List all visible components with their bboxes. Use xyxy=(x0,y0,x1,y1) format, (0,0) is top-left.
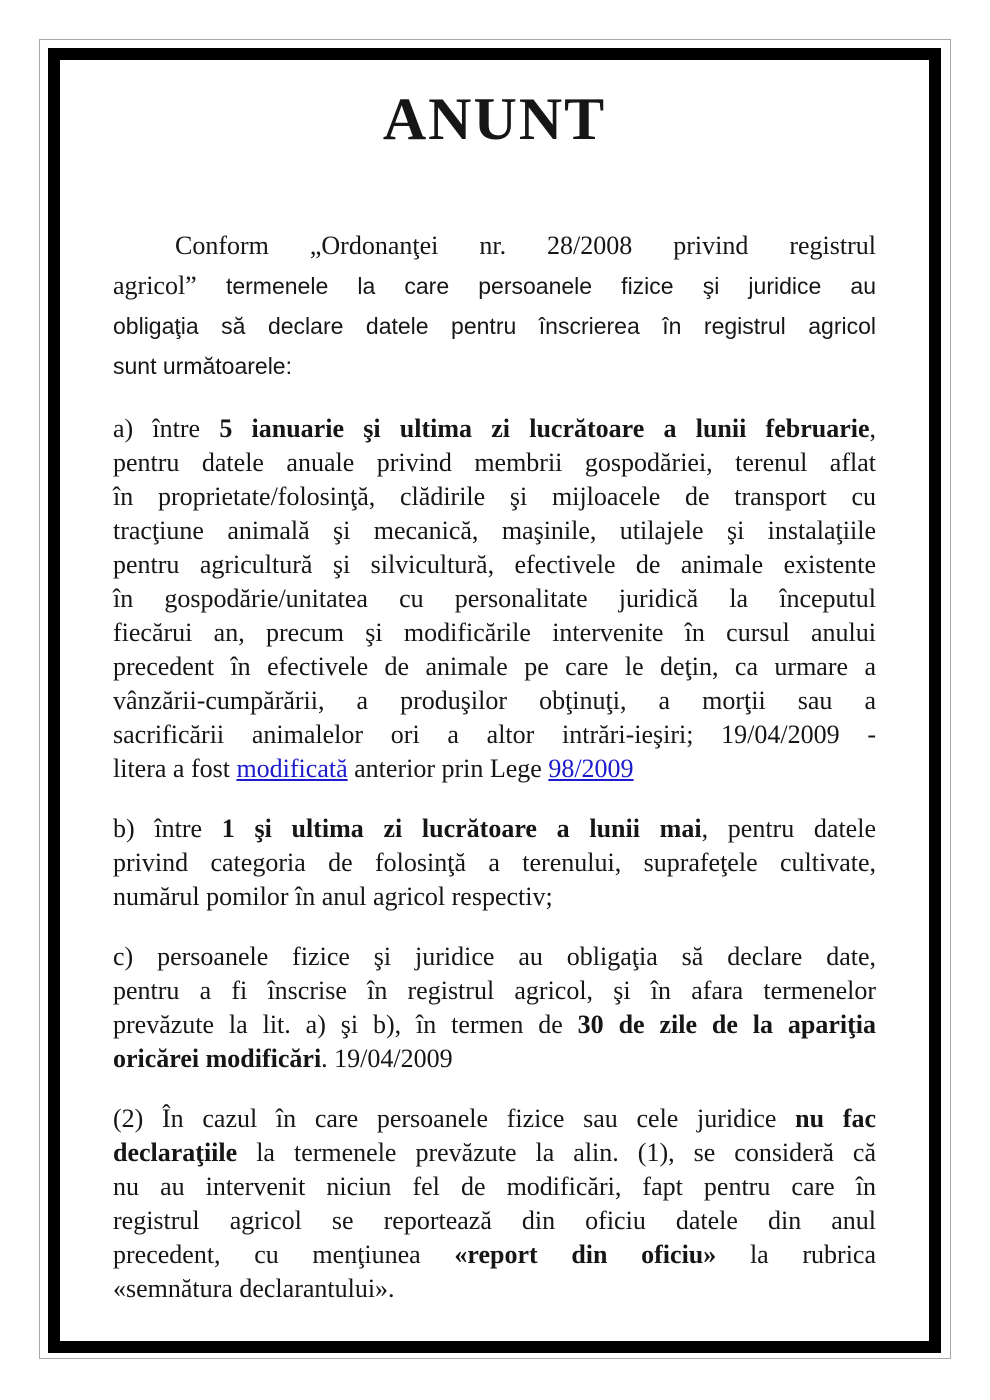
text-segment: «semnătura declarantului». xyxy=(113,1274,395,1303)
text-line xyxy=(113,974,876,1008)
text-segment: prevăzute la lit. a) şi b), în termen de xyxy=(113,1010,578,1039)
text-segment: oricărei modificări xyxy=(113,1044,322,1073)
paragraph-item-a xyxy=(113,412,876,786)
text-line xyxy=(113,880,876,914)
text-line xyxy=(113,1102,876,1136)
text-segment: a) între xyxy=(113,414,220,443)
text-line xyxy=(113,1136,876,1170)
paragraph-item-c xyxy=(113,940,876,1076)
text-line xyxy=(113,1272,876,1306)
paragraph-item-b xyxy=(113,812,876,914)
text-line xyxy=(113,480,876,514)
text-line xyxy=(113,1170,876,1204)
text-segment: (2) În cazul în care persoanele fizice sau cele juridice xyxy=(113,1104,796,1133)
text-segment: Conform „Ordonanţei nr. 28/2008 privind registrul xyxy=(175,231,876,260)
text-segment: registrul agricol se reportează din oficiu datele din anul xyxy=(113,1206,876,1235)
text-line xyxy=(113,412,876,446)
text-segment: , pentru datele xyxy=(701,814,876,843)
text-segment: pentru a fi înscrise în registrul agricol, şi în afara termenelor xyxy=(113,976,876,1005)
text-line xyxy=(113,548,876,582)
text-line xyxy=(113,616,876,650)
text-line xyxy=(113,1204,876,1238)
text-segment: vânzării-cumpărării, a produşilor obţinuţi, a morţii sau a xyxy=(113,686,876,715)
link-modificata[interactable]: modificată xyxy=(236,754,348,783)
text-line xyxy=(113,446,876,480)
text-segment: , xyxy=(869,414,876,443)
paragraph-intro xyxy=(113,226,876,386)
text-segment: agricol” xyxy=(113,271,226,300)
text-segment: la termenele prevăzute la alin. (1), se consideră că xyxy=(237,1138,876,1167)
text-segment: nu fac xyxy=(795,1104,876,1133)
text-line xyxy=(113,306,876,346)
text-segment: nu au intervenit niciun fel de modificări, fapt pentru care în xyxy=(113,1172,876,1201)
text-line xyxy=(113,1042,876,1076)
text-line xyxy=(113,1238,876,1272)
text-segment: pentru agricultură şi silvicultură, efectivele de animale existente xyxy=(113,550,876,579)
text-segment: . 19/04/2009 xyxy=(321,1044,453,1073)
text-segment: c) persoanele fizice şi juridice au obligaţia să declare date, xyxy=(113,942,876,971)
text-segment: anterior prin Lege xyxy=(347,754,549,783)
text-segment: sunt următoarele: xyxy=(113,353,292,379)
text-segment: 1 şi ultima zi lucrătoare a lunii mai xyxy=(221,814,702,843)
text-line xyxy=(113,940,876,974)
text-segment: litera a fost xyxy=(113,754,237,783)
link-98-2009[interactable]: 98/2009 xyxy=(548,754,634,783)
text-line xyxy=(113,718,876,752)
paragraph-alin-2 xyxy=(113,1102,876,1306)
text-line xyxy=(113,582,876,616)
text-line xyxy=(113,1008,876,1042)
document-body xyxy=(113,86,876,1332)
text-segment: numărul pomilor în anul agricol respectiv; xyxy=(113,882,553,911)
text-segment: obligaţia să declare datele pentru înscrierea în registrul agricol xyxy=(113,313,876,339)
text-line xyxy=(113,650,876,684)
text-segment: b) între xyxy=(113,814,222,843)
text-line xyxy=(113,226,876,266)
text-segment: 5 ianuarie şi ultima zi lucrătoare a lunii februarie xyxy=(219,414,870,443)
text-segment: precedent, cu menţiunea xyxy=(113,1240,455,1269)
page-title: ANUNT xyxy=(382,86,607,152)
text-line xyxy=(113,266,876,306)
text-segment: declaraţiile xyxy=(113,1138,238,1167)
text-segment: termenele la care persoanele fizice şi juridice au xyxy=(225,273,876,299)
text-line xyxy=(113,752,876,786)
text-line xyxy=(113,346,876,386)
text-line xyxy=(113,684,876,718)
text-segment: fiecărui an, precum şi modificările intervenite în cursul anului xyxy=(113,618,876,647)
text-line xyxy=(113,514,876,548)
text-segment: privind categoria de folosinţă a terenului, suprafeţele cultivate, xyxy=(113,848,876,877)
text-segment: precedent în efectivele de animale pe care le deţin, ca urmare a xyxy=(113,652,876,681)
text-segment: în proprietate/folosinţă, clădirile şi mijloacele de transport cu xyxy=(113,482,876,511)
document-paragraphs xyxy=(113,226,876,1306)
text-line xyxy=(113,812,876,846)
text-segment: «report din oficiu» xyxy=(454,1240,717,1269)
text-segment: 30 de zile de la apariţia xyxy=(577,1010,876,1039)
text-line xyxy=(113,846,876,880)
text-segment: sacrificării animalelor ori a altor intrări-ieşiri; 19/04/2009 - xyxy=(113,720,876,749)
text-segment: la rubrica xyxy=(716,1240,876,1269)
text-segment: în gospodărie/unitatea cu personalitate juridică la începutul xyxy=(113,584,876,613)
text-segment: tracţiune animală şi mecanică, maşinile, utilajele şi instalaţiile xyxy=(113,516,876,545)
text-segment: pentru datele anuale privind membrii gospodăriei, terenul aflat xyxy=(113,448,876,477)
